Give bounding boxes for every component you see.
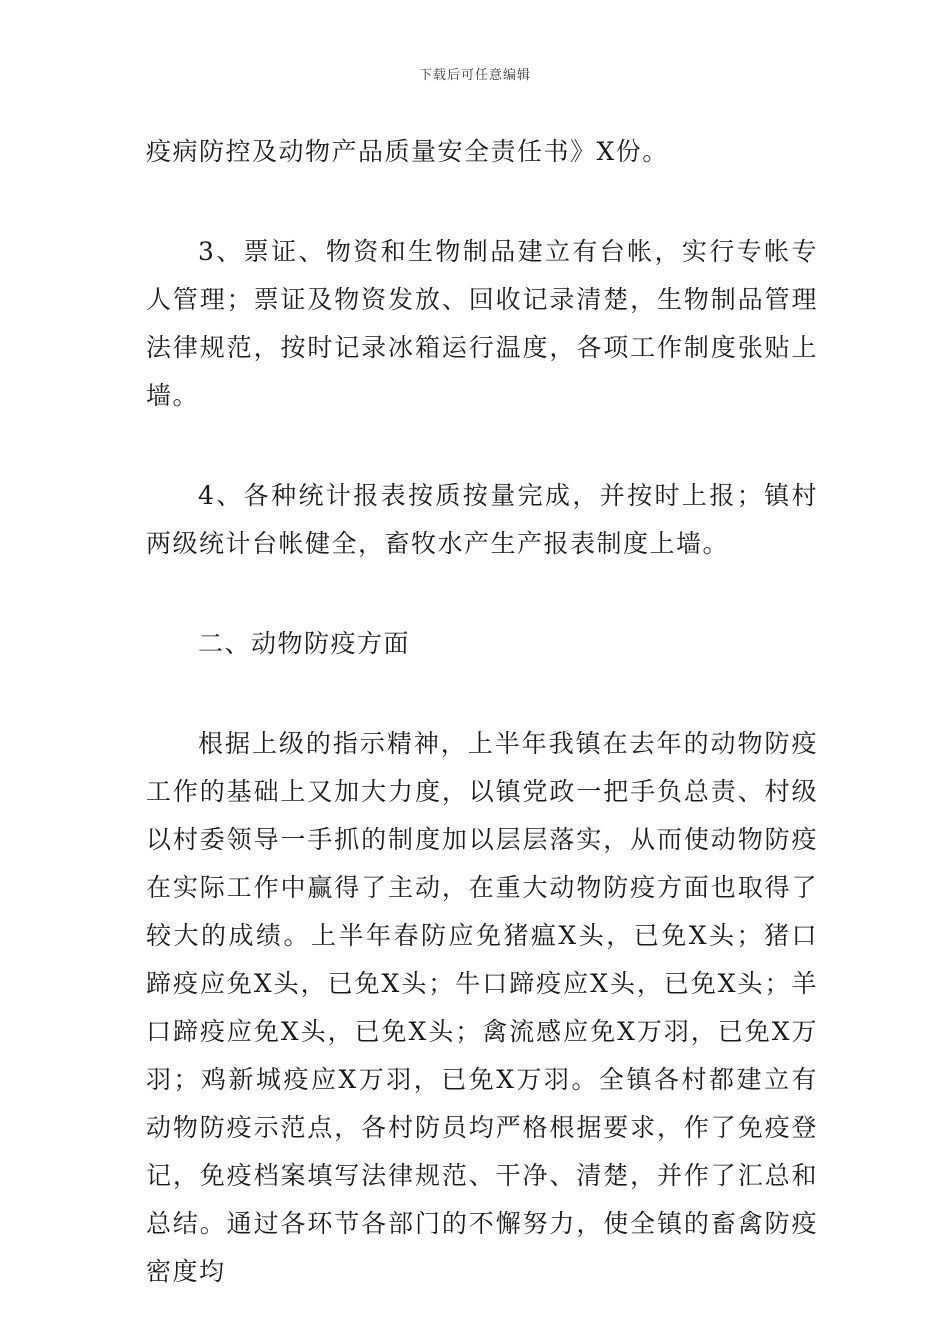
paragraph-item-4: 4、各种统计报表按质按量完成，并按时上报；镇村两级统计台帐健全，畜牧水产生产报表制度上墙。 [146, 481, 818, 558]
paragraph-continuation: 疫病防控及动物产品质量安全责任书》X份。 [146, 137, 669, 166]
paragraph-item-3: 3、票证、物资和生物制品建立有台帐，实行专帐专人管理；票证及物资发放、回收记录清楚，生物制品管理法律规范，按时记录冰箱运行温度，各项工作制度张贴上墙。 [146, 237, 818, 410]
page-header: 下载后可任意编辑 [418, 68, 531, 83]
paragraph-body: 根据上级的指示精神，上半年我镇在去年的动物防疫工作的基础上又加大力度，以镇党政一把手负总责、村级以村委领导一手抓的制度加以层层落实，从而使动物防疫在实际工作中赢得了主动，在重大动物防疫方面也取得了较大的成绩。上半年春防应免猪瘟X头，已免X头；猪口蹄疫应免X头，已免X头；牛口蹄疫应X头，已免X头；羊口蹄疫应免X头，已免X头；禽流感应免X万羽，已免X万羽；鸡新城疫应X万羽，已免X万羽。全镇各村都建立有动物防疫示范点，各村防员均严格根据要求，作了免疫登记，免疫档案填写法律规范、干净、清楚，并作了汇总和总结。通过各环节各部门的不懈努力，使全镇的畜禽防疫密度均 [146, 729, 818, 1286]
section-heading: 二、动物防疫方面 [198, 629, 411, 658]
document-body [146, 128, 818, 1296]
